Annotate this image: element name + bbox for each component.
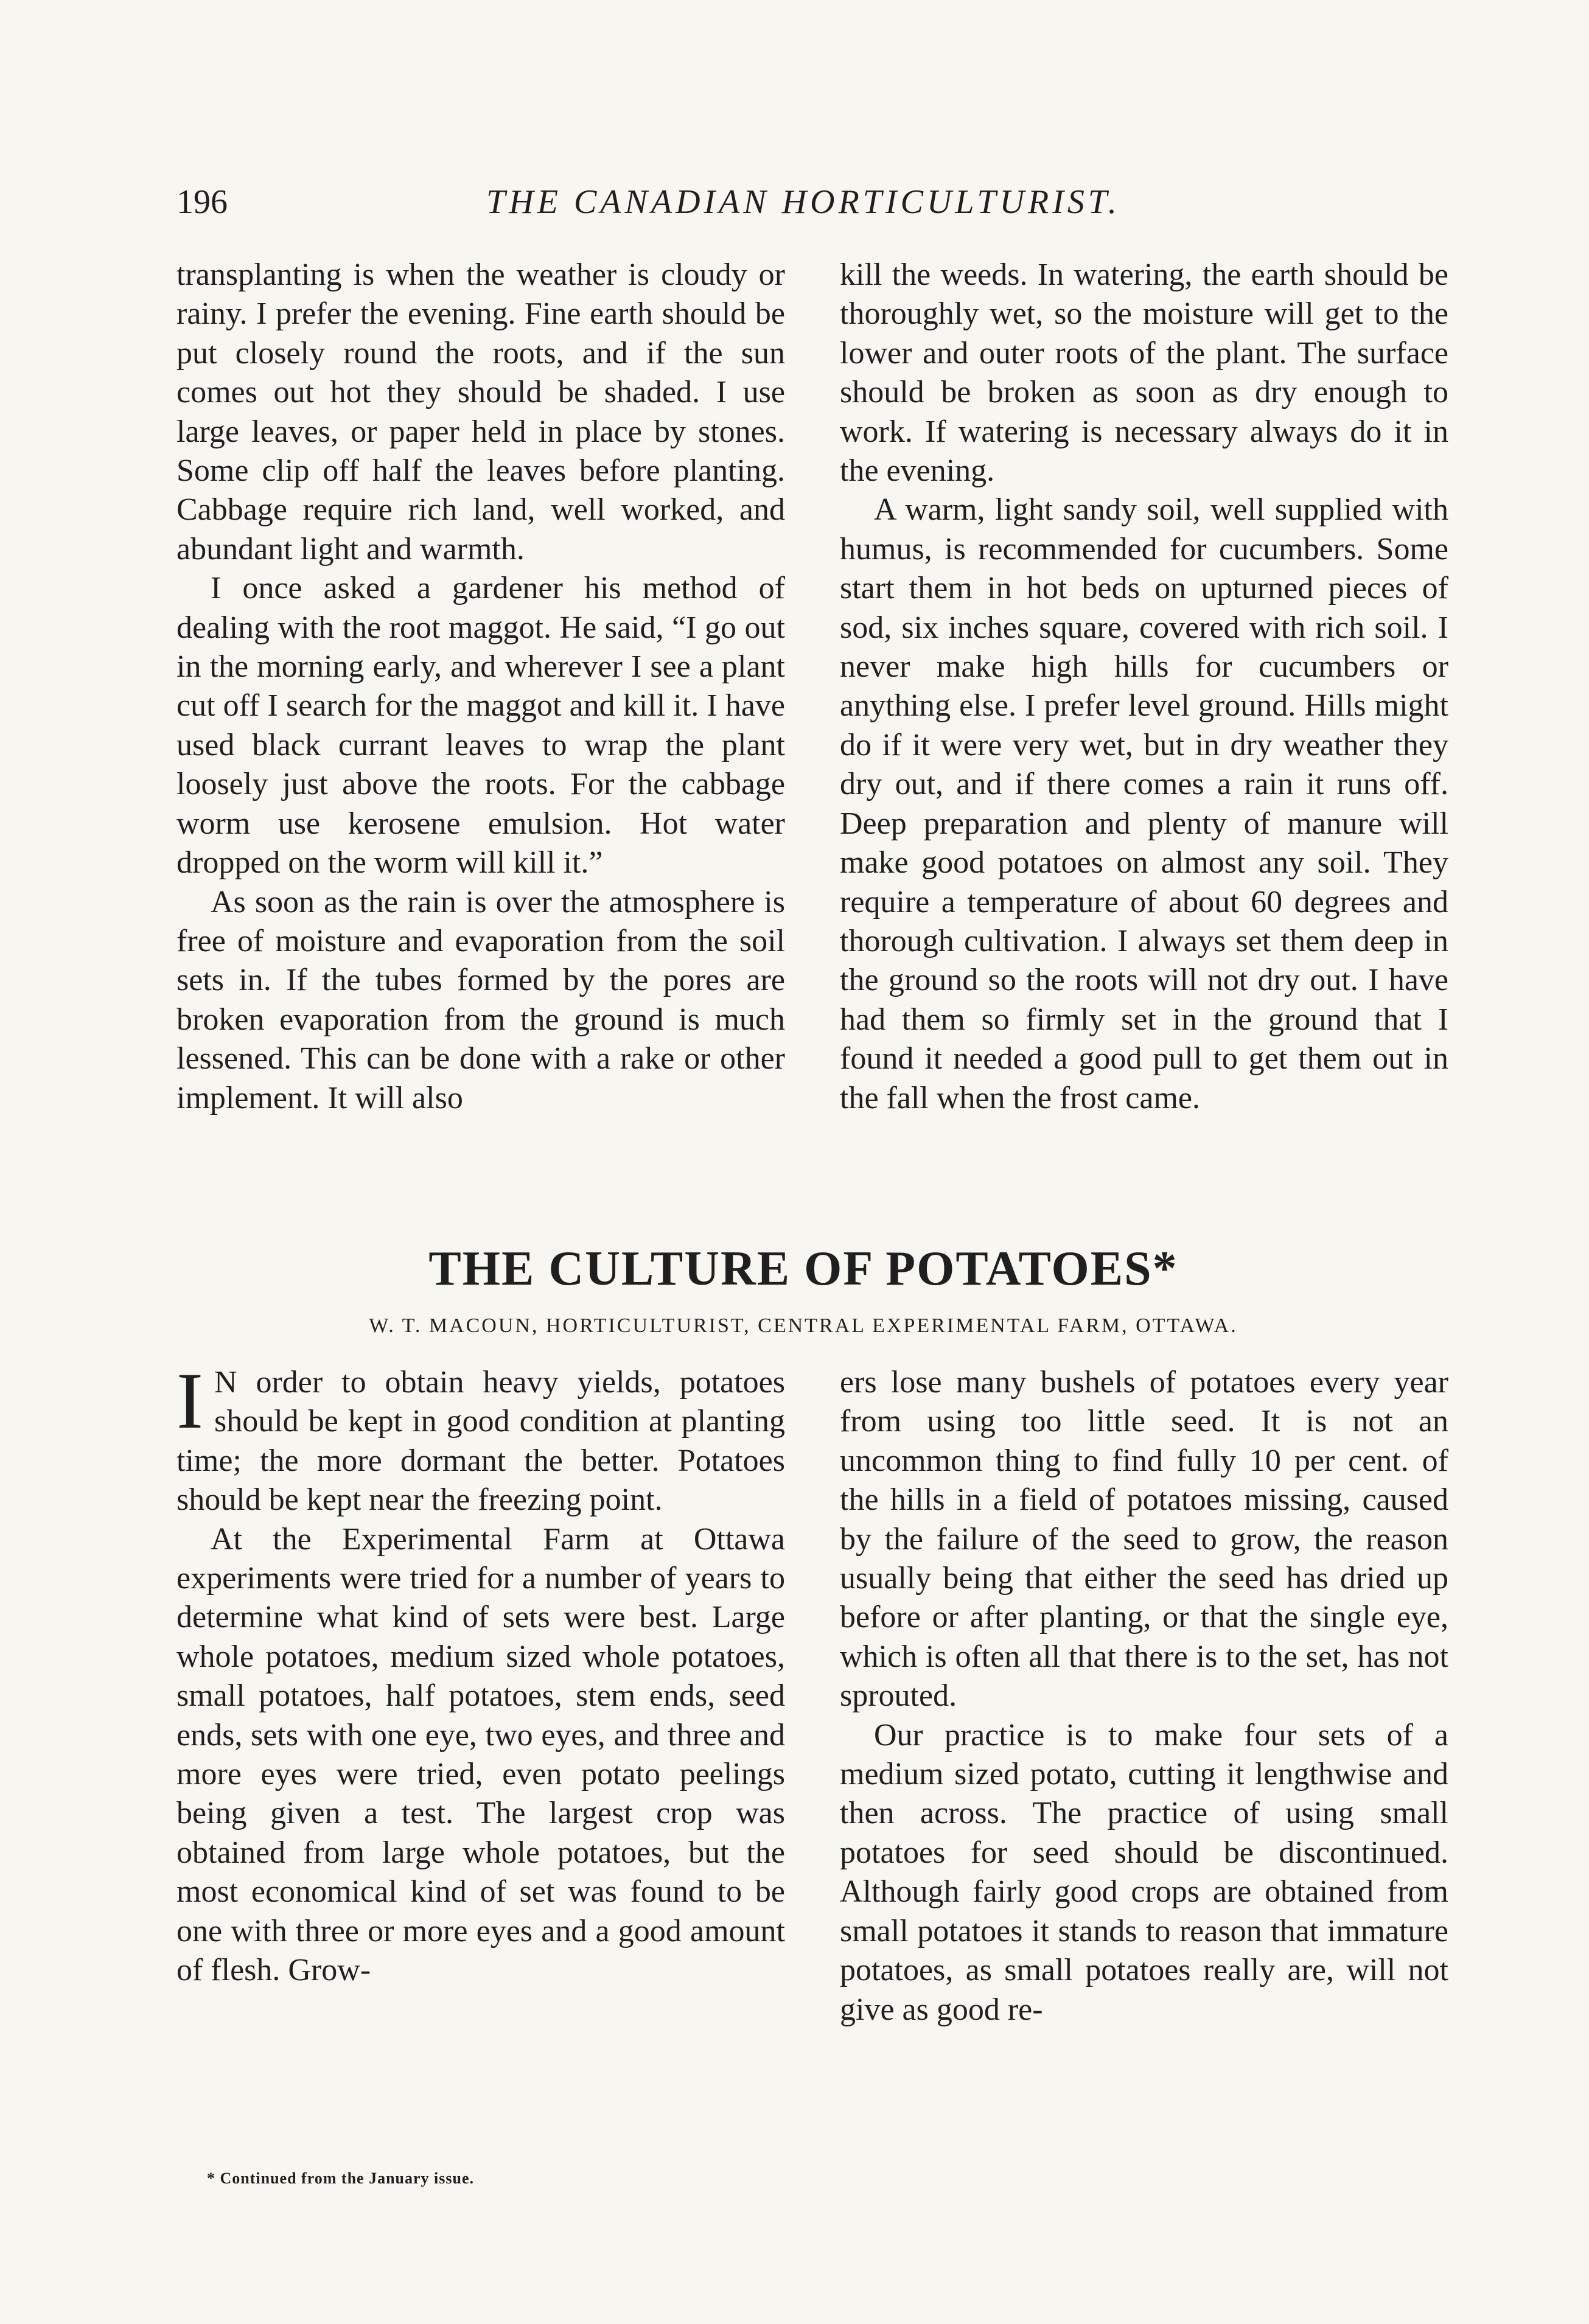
paragraph: I once asked a gardener his method of dealing with the root maggot. He said, “I go out in the morning early, and wherever I see a plant cut off I search for the maggot and kill it. I have used black currant leaves to wrap the plant loosely just above the roots. For the cabbage worm use kerosene emulsion. Hot water dropped on the worm will kill it.” <box>176 571 785 881</box>
paragraph <box>176 1356 785 1520</box>
paragraph: As soon as the rain is over the atmosphere is free of moisture and evaporation from the soil sets in. If the tubes formed by the pores are broken evaporation from the ground is much lessened. This can be done with a rake or other implement. It will also <box>176 884 785 1115</box>
page-header <box>176 183 1430 237</box>
drop-cap: I <box>176 1356 203 1445</box>
paragraph: kill the weeds. In watering, the earth should be thoroughly wet, so the moisture will get to the lower and outer roots of the plant. The surface should be broken as soon as dry enough to work. If watering is necessary always do it in the evening. <box>840 257 1448 489</box>
text-column-top-right <box>840 256 1448 1118</box>
text-column-article-left <box>176 1356 785 1991</box>
paragraph: Our practice is to make four sets of a medium sized potato, cutting it lengthwise and then across. The practice of using small potatoes for seed should be discontinued. Although fairly good crops are obtained from small potatoes it stands to reason that immature potatoes, as small potatoes really are, will not give as good re- <box>840 1717 1448 2027</box>
paragraph: ers lose many bushels of potatoes every year from using too little seed. It is not an uncommon thing to find fully 10 per cent. of the hills in a field of potatoes missing, caused by the failure of the seed to grow, the reason usually being that either the seed has dried up before or after planting, or that the single eye, which is often all that there is to the set, has not sprouted. <box>840 1365 1448 1714</box>
paragraph-text: N order to obtain heavy yields, potatoes should be kept in good condition at planting time; the more dormant the better. Potatoes should be kept near the freezing point. <box>176 1365 785 1518</box>
text-column-article-right <box>840 1363 1448 2029</box>
article-title: THE CULTURE OF POTATOES* <box>428 1242 1178 1296</box>
paragraph: At the Experimental Farm at Ottawa experiments were tried for a number of years to determine what kind of sets were best. Large whole potatoes, medium sized whole potatoes, small potatoes, half potatoes, stem ends, seed ends, sets with one eye, two eyes, and three and more eyes were tried, even potato peelings being given a test. The largest crop was obtained from large whole potatoes, but the most economical kind of set was found to be one with three or more eyes and a good amount of flesh. Grow- <box>176 1521 785 1988</box>
paragraph: A warm, light sandy soil, well supplied with humus, is recommended for cucumbers. Some start them in hot beds on upturned pieces of sod, six inches square, covered with rich soil. I never make high hills for cucumbers or anything else. I prefer level ground. Hills might do if it were very wet, but in dry weather they dry out, and if there comes a rain it runs off. Deep preparation and plenty of manure will make good potatoes on almost any soil. They require a temperature of about 60 degrees and thorough cultivation. I always set them deep in the ground so the roots will not dry out. I have had them so firmly set in the ground that I found it needed a good pull to get them out in the fall when the frost came. <box>840 492 1448 1115</box>
text-column-top-left <box>176 256 785 1118</box>
paragraph: transplanting is when the weather is cloudy or rainy. I prefer the evening. Fine earth should be put closely round the roots, and if the sun comes out hot they should be shaded. I use large leaves, or paper held in place by stones. Some clip off half the leaves before planting. Cabbage require rich land, well worked, and abundant light and warmth. <box>176 257 785 567</box>
page-number: 196 <box>176 183 228 221</box>
article-byline: W. T. MACOUN, HORTICULTURIST, CENTRAL EXPERIMENTAL FARM, OTTAWA. <box>369 1314 1238 1337</box>
journal-title: THE CANADIAN HORTICULTURIST. <box>486 183 1120 221</box>
footnote: * Continued from the January issue. <box>207 2169 475 2187</box>
